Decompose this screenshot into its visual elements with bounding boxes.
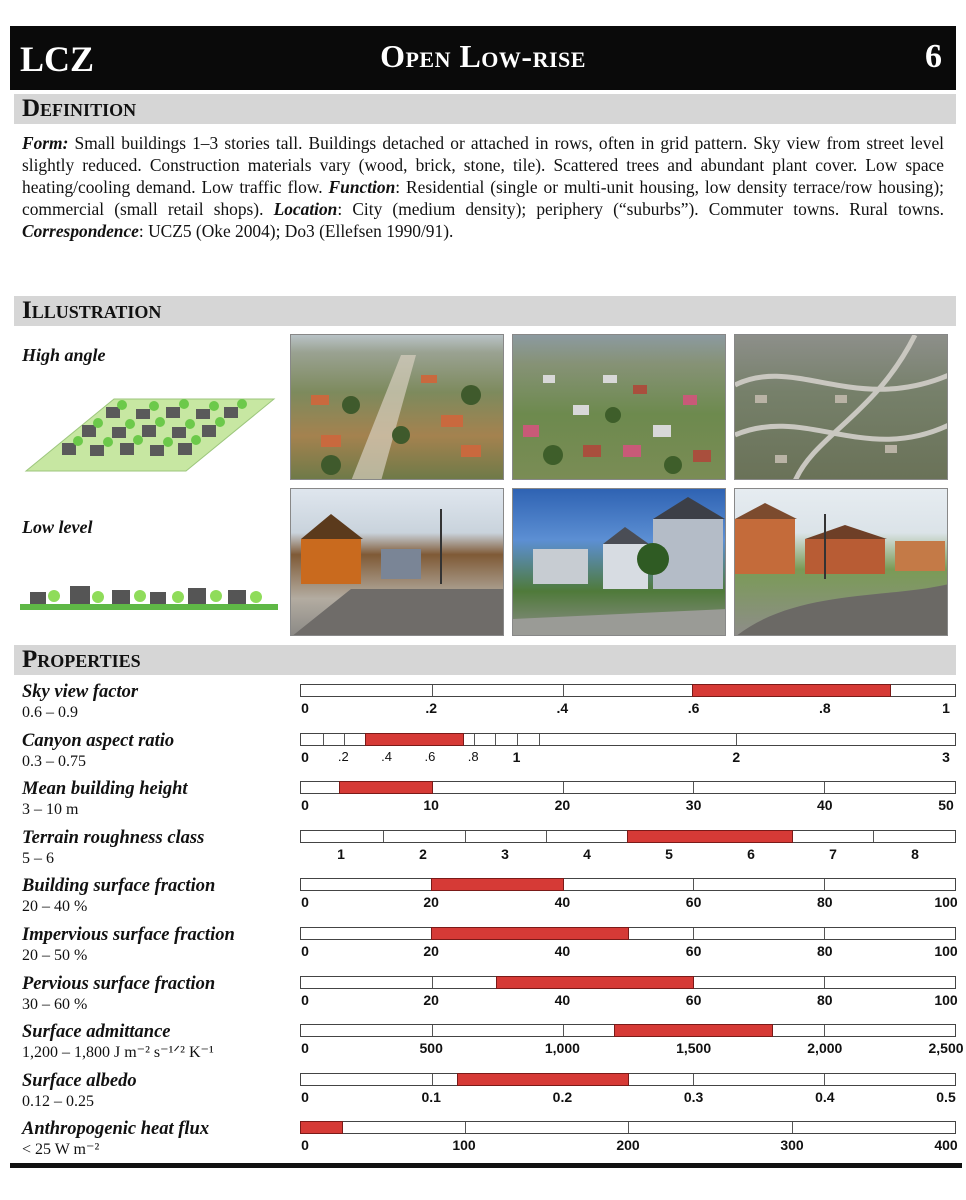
sky-view-factor-tick-label: .8 xyxy=(818,700,831,716)
sky-view-factor-tick-label: .2 xyxy=(425,700,438,716)
terrain-roughness-class-tick-label: 6 xyxy=(747,846,755,862)
sky-view-factor-range-fill xyxy=(692,684,890,697)
photo-high-angle-1-art xyxy=(291,335,504,480)
impervious-surface-fraction-tick-label: 40 xyxy=(554,943,571,959)
anthropogenic-heat-flux-tick-label: 0 xyxy=(301,1137,309,1153)
sky-view-factor-label: Sky view factor xyxy=(22,682,139,702)
bar-tick xyxy=(824,1025,825,1036)
building-surface-fraction-tick-label: 60 xyxy=(685,894,702,910)
bar-tick xyxy=(824,879,825,890)
surface-albedo-label: Surface albedo xyxy=(22,1071,137,1091)
bar-tick xyxy=(824,928,825,939)
function-label: Function xyxy=(328,177,396,197)
definition-text xyxy=(22,132,944,242)
mean-building-height-bar xyxy=(300,781,956,794)
mean-building-height-tick-label: 40 xyxy=(817,797,833,813)
surface-albedo-value: 0.12 – 0.25 xyxy=(22,1093,94,1110)
canyon-aspect-ratio-tick-label: 2 xyxy=(732,749,741,765)
building-surface-fraction-label: Building surface fraction xyxy=(22,876,216,896)
canyon-aspect-ratio-tick-label: 3 xyxy=(942,749,950,765)
surface-admittance-value: 1,200 – 1,800 J m⁻² s⁻¹ᐟ² K⁻¹ xyxy=(22,1044,214,1061)
bar-tick xyxy=(432,977,433,988)
building-surface-fraction-bar xyxy=(300,878,956,891)
impervious-surface-fraction-tick-label: 20 xyxy=(423,943,439,959)
canyon-aspect-ratio-range-fill xyxy=(365,733,464,746)
surface-albedo-tick-label: 0.1 xyxy=(421,1089,441,1105)
impervious-surface-fraction-value: 20 – 50 % xyxy=(22,947,88,964)
definition-header xyxy=(14,94,956,124)
pervious-surface-fraction-tick-label: 100 xyxy=(934,992,958,1008)
title-bar xyxy=(10,26,956,90)
mean-building-height-tick-label: 30 xyxy=(685,797,702,813)
bar-tick xyxy=(824,1074,825,1085)
surface-admittance-range-fill xyxy=(614,1024,773,1037)
lcz-label: LCZ xyxy=(20,39,95,79)
bar-tick xyxy=(495,734,496,745)
terrain-roughness-class-tick-label: 1 xyxy=(337,846,345,862)
surface-admittance-tick-label: 1,000 xyxy=(544,1040,580,1056)
mean-building-height-tick-label: 10 xyxy=(423,797,439,813)
bar-tick xyxy=(432,1074,433,1085)
building-surface-fraction-tick-label: 40 xyxy=(554,894,571,910)
pervious-surface-fraction-range-fill xyxy=(496,976,694,989)
canyon-aspect-ratio-label: Canyon aspect ratio xyxy=(22,731,175,751)
high-angle-label: High angle xyxy=(22,345,106,365)
bar-tick xyxy=(465,831,466,842)
low-level-schematic xyxy=(20,580,280,614)
bar-tick xyxy=(517,734,518,745)
photo-high-angle-3-art xyxy=(735,335,948,480)
anthropogenic-heat-flux-tick-label: 300 xyxy=(780,1137,804,1153)
surface-albedo-tick-label: 0.4 xyxy=(815,1089,835,1105)
terrain-roughness-class-label: Terrain roughness class xyxy=(22,828,205,848)
sky-view-factor-tick-label: 1 xyxy=(942,700,950,716)
canyon-aspect-ratio-tick-label: 1 xyxy=(512,749,521,765)
terrain-roughness-class-tick-label: 3 xyxy=(501,846,509,862)
zone-number: 6 xyxy=(925,38,942,75)
surface-admittance-bar xyxy=(300,1024,956,1037)
bar-tick xyxy=(563,1025,564,1036)
mean-building-height-tick-label: 20 xyxy=(554,797,571,813)
photo-high-angle-1 xyxy=(290,334,504,480)
correspondence-label: Correspondence xyxy=(22,221,139,241)
building-surface-fraction-range-fill xyxy=(431,878,564,891)
location-label: Location xyxy=(273,199,338,219)
photo-high-angle-2-art xyxy=(513,335,726,480)
pervious-surface-fraction-tick-label: 20 xyxy=(423,992,439,1008)
surface-albedo-tick-label: 0.2 xyxy=(552,1089,573,1105)
surface-albedo-range-fill xyxy=(457,1073,629,1086)
terrain-roughness-class-range-fill xyxy=(627,830,793,843)
photo-high-angle-2 xyxy=(512,334,726,480)
pervious-surface-fraction-bar xyxy=(300,976,956,989)
surface-albedo-bar xyxy=(300,1073,956,1086)
bar-tick xyxy=(873,831,874,842)
bar-tick xyxy=(465,1122,466,1133)
zone-name: Open Low-rise xyxy=(380,38,586,74)
surface-admittance-tick-label: 2,500 xyxy=(928,1040,964,1056)
anthropogenic-heat-flux-tick-label: 400 xyxy=(934,1137,958,1153)
bar-tick xyxy=(383,831,384,842)
location-text: : City (medium density); periphery (“suburbs”). Commuter towns. Rural towns. xyxy=(337,199,944,219)
surface-admittance-tick-label: 1,500 xyxy=(676,1040,712,1056)
correspondence-text: : UCZ5 (Oke 2004); Do3 (Ellefsen 1990/91). xyxy=(138,221,454,241)
canyon-aspect-ratio-tick-label: 0 xyxy=(301,749,309,765)
bar-tick xyxy=(628,1122,629,1133)
anthropogenic-heat-flux-value: < 25 W m⁻² xyxy=(22,1141,100,1158)
terrain-roughness-class-value: 5 – 6 xyxy=(22,850,54,867)
surface-albedo-tick-label: 0.3 xyxy=(683,1089,704,1105)
pervious-surface-fraction-tick-label: 0 xyxy=(301,992,309,1008)
building-surface-fraction-tick-label: 80 xyxy=(817,894,833,910)
canyon-aspect-ratio-tick-label: .8 xyxy=(467,749,479,764)
impervious-surface-fraction-tick-label: 0 xyxy=(301,943,309,959)
photo-low-level-1 xyxy=(290,488,504,636)
bar-tick xyxy=(546,831,547,842)
surface-admittance-tick-label: 2,000 xyxy=(807,1040,843,1056)
surface-albedo-tick-label: 0 xyxy=(301,1089,309,1105)
anthropogenic-heat-flux-tick-label: 100 xyxy=(452,1137,476,1153)
pervious-surface-fraction-value: 30 – 60 % xyxy=(22,996,88,1013)
bar-tick xyxy=(693,782,694,793)
mean-building-height-range-fill xyxy=(339,781,433,794)
sky-view-factor-tick-label: 0 xyxy=(301,700,309,716)
bar-tick xyxy=(693,928,694,939)
impervious-surface-fraction-tick-label: 80 xyxy=(817,943,833,959)
terrain-roughness-class-tick-label: 2 xyxy=(419,846,427,862)
bar-tick xyxy=(563,685,564,696)
bar-tick xyxy=(824,782,825,793)
photo-low-level-2-art xyxy=(513,489,726,636)
bar-tick xyxy=(824,977,825,988)
terrain-roughness-class-tick-label: 5 xyxy=(665,846,673,862)
bottom-rule xyxy=(10,1163,962,1168)
mean-building-height-tick-label: 50 xyxy=(938,797,954,813)
surface-admittance-tick-label: 500 xyxy=(419,1040,443,1056)
form-text: Small buildings 1–3 stories tall. Buildings detached or attached in rows, often in grid pattern. Sky view from street level slightly reduced. Construction materials vary (wood, brick, stone, tile). Scattered trees and abundant plant cover. Low space heating/cooling demand. Low traffic flow. xyxy=(22,133,944,197)
bar-tick xyxy=(693,879,694,890)
building-surface-fraction-tick-label: 0 xyxy=(301,894,309,910)
definition-title: Definition xyxy=(22,95,137,122)
sky-view-factor-value: 0.6 – 0.9 xyxy=(22,704,78,721)
mean-building-height-tick-label: 0 xyxy=(301,797,309,813)
low-level-label: Low level xyxy=(22,517,93,537)
illustration-header xyxy=(14,296,956,326)
surface-admittance-tick-label: 0 xyxy=(301,1040,309,1056)
pervious-surface-fraction-tick-label: 60 xyxy=(685,992,702,1008)
anthropogenic-heat-flux-bar xyxy=(300,1121,956,1134)
impervious-surface-fraction-range-fill xyxy=(431,927,629,940)
terrain-roughness-class-tick-label: 4 xyxy=(583,846,591,862)
bar-tick xyxy=(474,734,475,745)
properties-header xyxy=(14,645,956,675)
bar-tick xyxy=(736,734,737,745)
sky-view-factor-bar xyxy=(300,684,956,697)
bar-tick xyxy=(693,1074,694,1085)
canyon-aspect-ratio-tick-label: .2 xyxy=(337,749,349,764)
anthropogenic-heat-flux-tick-label: 200 xyxy=(616,1137,640,1153)
canyon-aspect-ratio-bar xyxy=(300,733,956,746)
high-angle-schematic xyxy=(20,385,280,475)
pervious-surface-fraction-tick-label: 80 xyxy=(817,992,833,1008)
impervious-surface-fraction-bar xyxy=(300,927,956,940)
anthropogenic-heat-flux-range-fill xyxy=(300,1121,343,1134)
sky-view-factor-tick-label: .6 xyxy=(687,700,700,716)
impervious-surface-fraction-label: Impervious surface fraction xyxy=(22,925,235,945)
impervious-surface-fraction-tick-label: 60 xyxy=(685,943,702,959)
building-surface-fraction-tick-label: 100 xyxy=(934,894,958,910)
illustration-title: Illustration xyxy=(22,297,162,324)
mean-building-height-label: Mean building height xyxy=(22,779,188,799)
mean-building-height-value: 3 – 10 m xyxy=(22,801,79,818)
building-surface-fraction-tick-label: 20 xyxy=(423,894,439,910)
bar-tick xyxy=(792,1122,793,1133)
properties-title: Properties xyxy=(22,646,141,673)
function-text: : Residential (single or multi-unit housing, low density terrace/row housing); commercial (small retail shops). xyxy=(22,177,944,219)
surface-admittance-label: Surface admittance xyxy=(22,1022,171,1042)
surface-albedo-tick-label: 0.5 xyxy=(936,1089,956,1105)
pervious-surface-fraction-label: Pervious surface fraction xyxy=(22,974,216,994)
building-surface-fraction-value: 20 – 40 % xyxy=(22,898,88,915)
form-label: Form: xyxy=(22,133,69,153)
bar-tick xyxy=(344,734,345,745)
photo-low-level-2 xyxy=(512,488,726,636)
bar-tick xyxy=(563,782,564,793)
pervious-surface-fraction-tick-label: 40 xyxy=(554,992,571,1008)
bar-tick xyxy=(432,1025,433,1036)
photo-low-level-3-art xyxy=(735,489,948,636)
canyon-aspect-ratio-tick-label: .6 xyxy=(424,749,436,764)
terrain-roughness-class-tick-label: 8 xyxy=(911,846,919,862)
photo-high-angle-3 xyxy=(734,334,948,480)
photo-low-level-3 xyxy=(734,488,948,636)
impervious-surface-fraction-tick-label: 100 xyxy=(934,943,958,959)
canyon-aspect-ratio-value: 0.3 – 0.75 xyxy=(22,753,86,770)
photo-low-level-1-art xyxy=(291,489,504,636)
terrain-roughness-class-tick-label: 7 xyxy=(829,846,837,862)
terrain-roughness-class-bar xyxy=(300,830,956,843)
canyon-aspect-ratio-tick-label: .4 xyxy=(381,749,392,764)
sky-view-factor-tick-label: .4 xyxy=(556,700,569,716)
bar-tick xyxy=(323,734,324,745)
bar-tick xyxy=(539,734,540,745)
anthropogenic-heat-flux-label: Anthropogenic heat flux xyxy=(22,1119,210,1139)
bar-tick xyxy=(432,685,433,696)
